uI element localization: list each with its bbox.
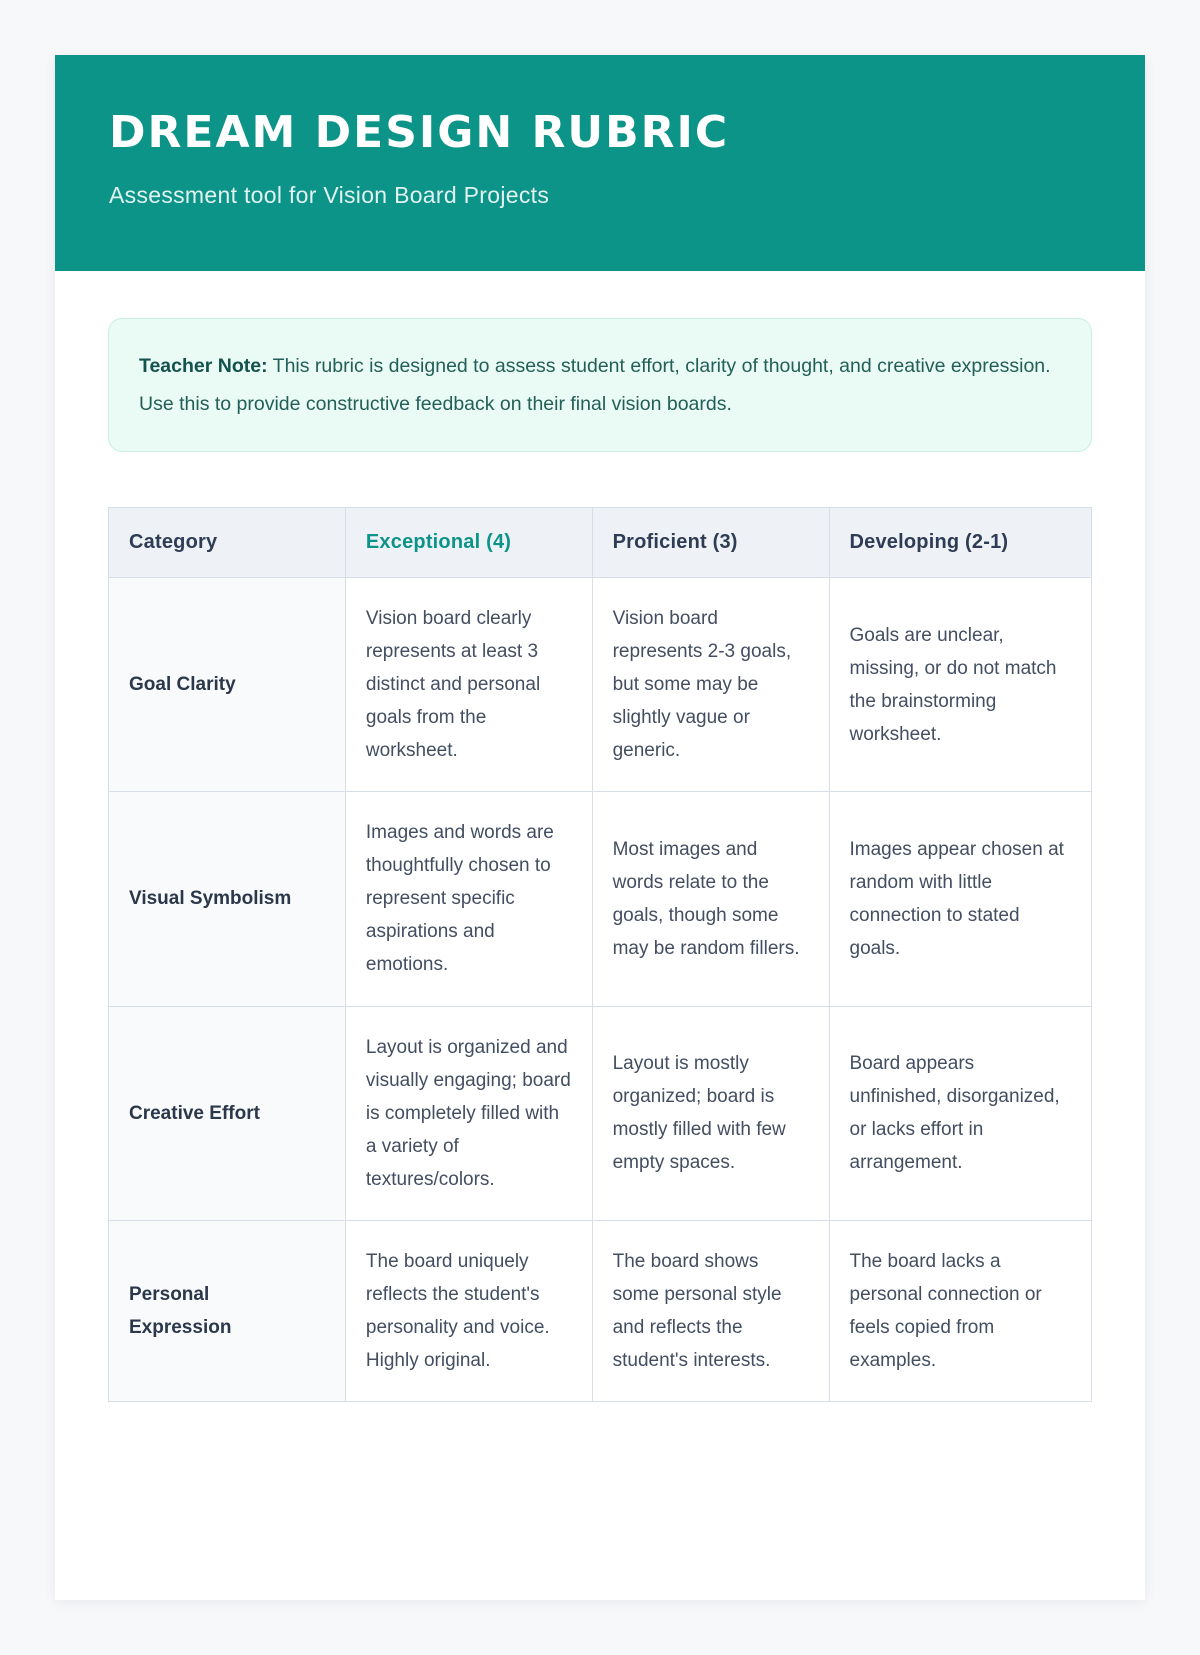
cell-developing: Board appears unfinished, disorganized, or lacks effort in arrangement.: [829, 1006, 1092, 1220]
table-row-visual-symbolism: [109, 792, 1092, 1006]
col-header-proficient: Proficient (3): [592, 508, 829, 578]
col-header-developing: Developing (2-1): [829, 508, 1092, 578]
cell-proficient: Layout is mostly organized; board is mostly filled with few empty spaces.: [592, 1006, 829, 1220]
cell-proficient: Most images and words relate to the goals, though some may be random fillers.: [592, 792, 829, 1006]
category-label: Goal Clarity: [109, 578, 346, 792]
teacher-note-label: Teacher Note:: [139, 355, 268, 377]
page-content: [55, 271, 1145, 1442]
cell-exceptional: Vision board clearly represents at least 3 distinct and personal goals from the worksheet.: [345, 578, 592, 792]
category-label: Creative Effort: [109, 1006, 346, 1220]
rubric-table-body: [109, 578, 1092, 1402]
cell-proficient: The board shows some personal style and reflects the student's interests.: [592, 1220, 829, 1401]
page-header: [55, 55, 1145, 271]
rubric-table: [108, 507, 1092, 1402]
page-subtitle: Assessment tool for Vision Board Projects: [109, 182, 550, 208]
cell-exceptional: The board uniquely reflects the student's personality and voice. Highly original.: [345, 1220, 592, 1401]
category-label: Visual Symbolism: [109, 792, 346, 1006]
table-row-goal-clarity: [109, 578, 1092, 792]
table-row-creative-effort: [109, 1006, 1092, 1220]
cell-developing: Goals are unclear, missing, or do not match the brainstorming worksheet.: [829, 578, 1092, 792]
cell-exceptional: Images and words are thoughtfully chosen to represent specific aspirations and emotions.: [345, 792, 592, 1006]
table-row-personal-expression: [109, 1220, 1092, 1401]
teacher-note-callout: [108, 318, 1092, 452]
category-label: Personal Expression: [109, 1220, 346, 1401]
cell-developing: The board lacks a personal connection or feels copied from examples.: [829, 1220, 1092, 1401]
cell-developing: Images appear chosen at random with little connection to stated goals.: [829, 792, 1092, 1006]
rubric-card: [55, 55, 1145, 1600]
rubric-table-head: [109, 508, 1092, 578]
header-row: [109, 508, 1092, 578]
col-header-exceptional: Exceptional (4): [345, 508, 592, 578]
cell-exceptional: Layout is organized and visually engaging; board is completely filled with a variety of textures/colors.: [345, 1006, 592, 1220]
page-title: DREAM DESIGN RUBRIC: [109, 107, 730, 158]
teacher-note-text: This rubric is designed to assess student effort, clarity of thought, and creative expression. Use this to provide constructive feedback on their final vision boards.: [139, 355, 1051, 416]
col-header-category: Category: [109, 508, 346, 578]
cell-proficient: Vision board represents 2-3 goals, but some may be slightly vague or generic.: [592, 578, 829, 792]
